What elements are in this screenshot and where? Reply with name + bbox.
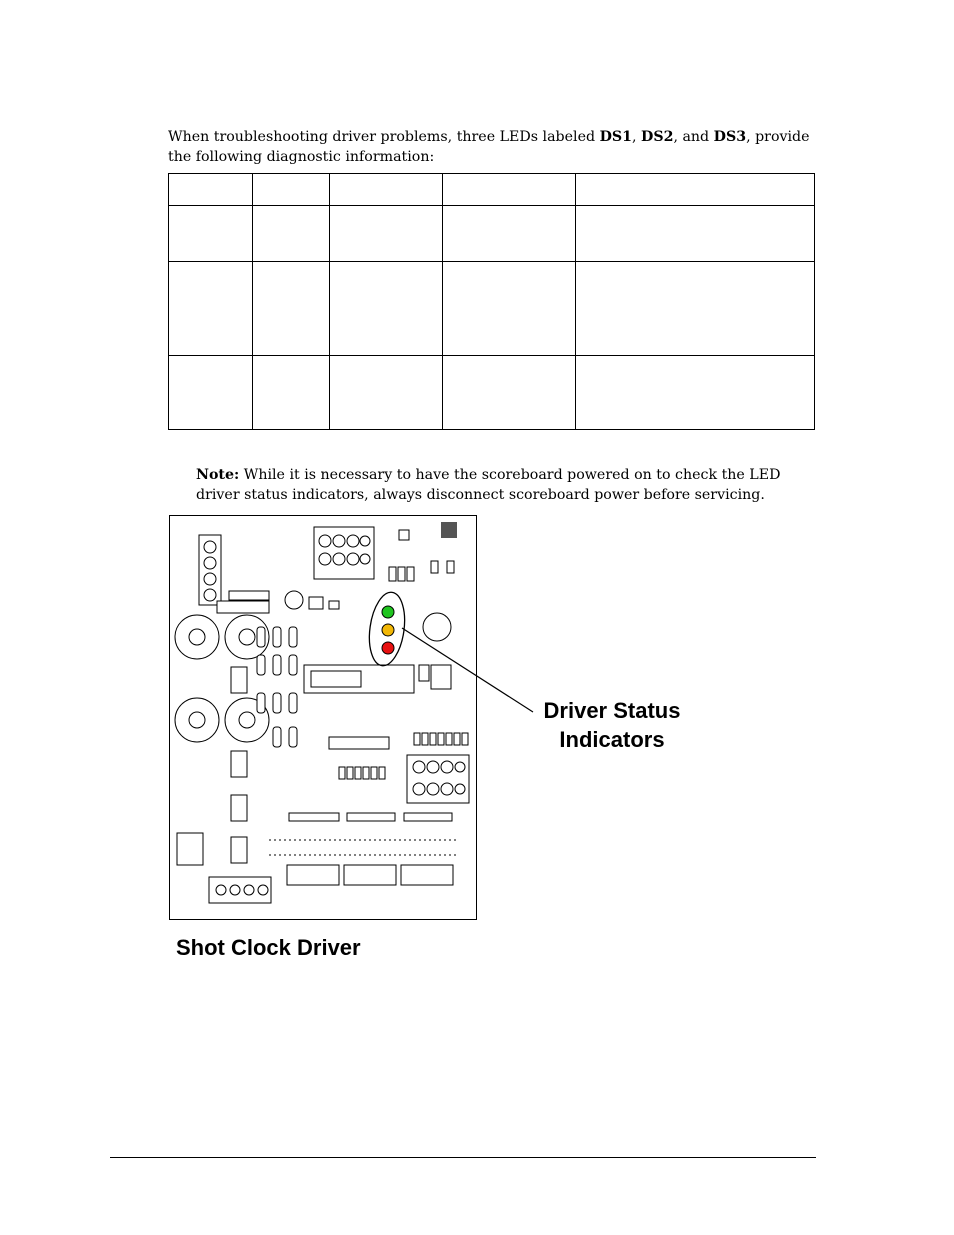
- circuit-board-drawing: [169, 515, 477, 920]
- table-cell: [169, 262, 253, 356]
- table-header-row: [169, 174, 815, 206]
- footer-rule: [110, 1157, 816, 1158]
- table-cell: [253, 262, 330, 356]
- intro-text: When troubleshooting driver problems, three LEDs labeled: [168, 129, 600, 146]
- figure-caption: Shot Clock Driver: [176, 935, 361, 960]
- table-row: [169, 356, 815, 430]
- table-cell: [253, 174, 330, 206]
- table-cell: [253, 206, 330, 262]
- diagnostic-table: [168, 173, 815, 430]
- ds3-led-icon: [382, 642, 394, 654]
- ds3-label: DS3: [713, 129, 747, 146]
- note-label: Note:: [196, 467, 240, 484]
- table-cell: [443, 206, 576, 262]
- table-cell: [576, 174, 815, 206]
- table-cell: [443, 356, 576, 430]
- note-text: While it is necessary to have the scoreboard powered on to check the LED driver status indicators, always disconnect scoreboard power before servicing.: [196, 467, 781, 504]
- table-cell: [576, 206, 815, 262]
- table-cell: [576, 262, 815, 356]
- table-cell: [330, 174, 443, 206]
- ds1-label: DS1: [599, 129, 632, 146]
- ds2-led-icon: [382, 624, 394, 636]
- table-cell: [253, 356, 330, 430]
- table-row: [169, 262, 815, 356]
- table-cell: [169, 206, 253, 262]
- callout-line: Indicators: [559, 727, 665, 752]
- intro-text: , provide the following diagnostic information:: [168, 129, 810, 166]
- table-cell: [169, 174, 253, 206]
- intro-sep: ,: [631, 129, 642, 146]
- table-row: [169, 206, 815, 262]
- callout-line: Driver Status: [543, 698, 681, 723]
- ds2-label: DS2: [641, 129, 674, 146]
- intro-sep: , and: [673, 129, 714, 146]
- table-cell: [443, 174, 576, 206]
- table-cell: [576, 356, 815, 430]
- table-cell: [330, 356, 443, 430]
- table-cell: [330, 262, 443, 356]
- driver-status-callout: [527, 696, 697, 754]
- table-cell: [330, 206, 443, 262]
- intro-paragraph: [168, 127, 818, 167]
- ds1-led-icon: [382, 606, 394, 618]
- table-cell: [169, 356, 253, 430]
- table-cell: [443, 262, 576, 356]
- note-paragraph: [196, 465, 806, 505]
